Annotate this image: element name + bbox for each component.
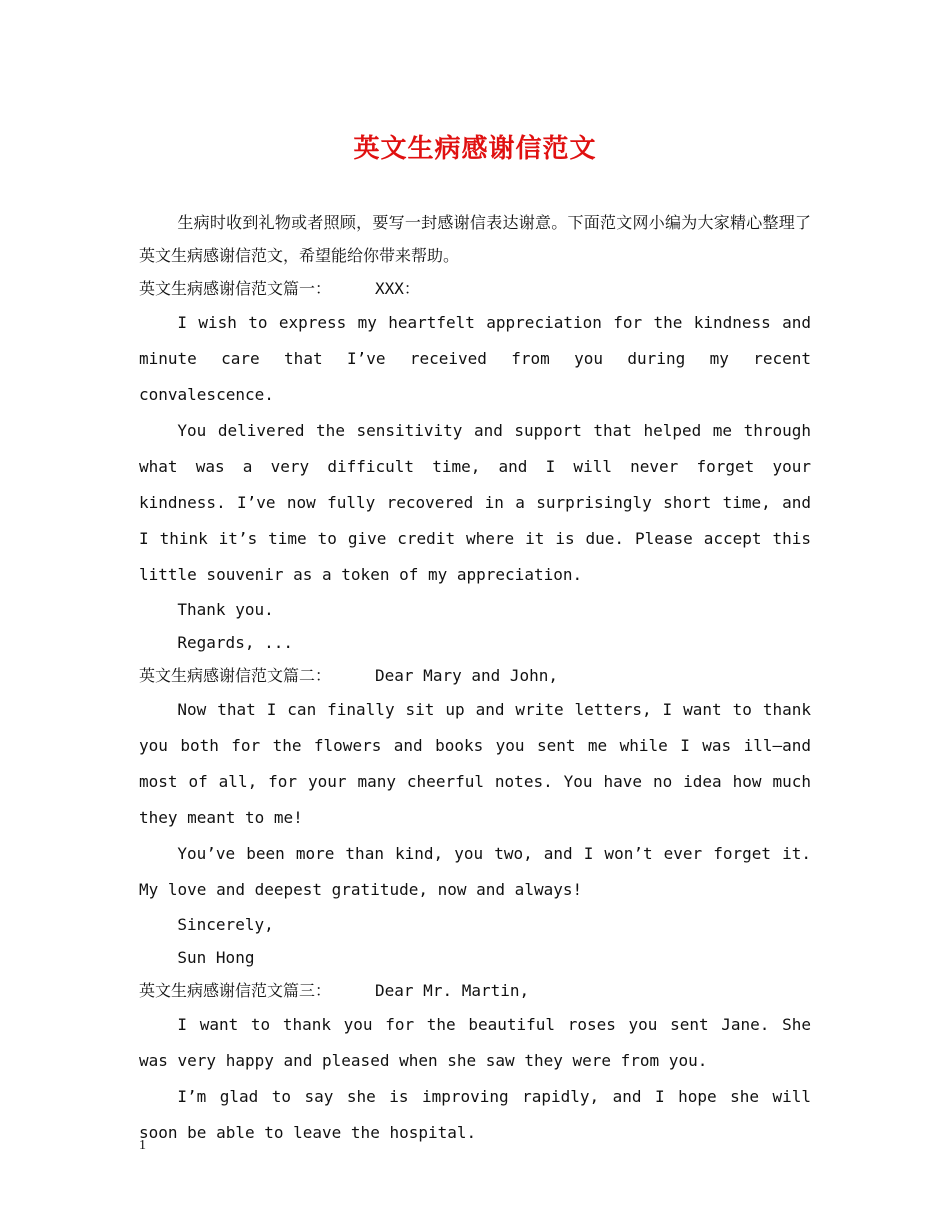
document-body	[139, 206, 811, 1151]
section-2-closing: Sincerely,	[177, 915, 274, 934]
section-salutation: XXX：	[375, 279, 420, 298]
section-heading-label: 英文生病感谢信范文篇二：	[139, 666, 332, 685]
section-salutation: Dear Mr. Martin,	[375, 981, 530, 1000]
section-3-paragraph: I’m glad to say she is improving rapidly, and I hope she will soon be able to leave the hospital.	[139, 1087, 811, 1142]
section-2-signature: Sun Hong	[177, 948, 255, 967]
section-1-paragraph: You delivered the sensitivity and support that helped me through what was a very difficult time, and I will never forget your kindness. I’ve now fully recovered in a surprisingly short time, and I think it’s time to give credit where it is due. Please accept this little souvenir as a token of my appreciation.	[139, 421, 811, 584]
section-heading-label: 英文生病感谢信范文篇一：	[139, 279, 332, 298]
section-2-paragraph: You’ve been more than kind, you two, and I won’t ever forget it. My love and deepest gratitude, now and always!	[139, 844, 811, 899]
section-1-paragraph: I wish to express my heartfelt appreciation for the kindness and minute care that I’ve received from you during my recent convalescence.	[139, 313, 811, 404]
intro-paragraph: 生病时收到礼物或者照顾，要写一封感谢信表达谢意。下面范文网小编为大家精心整理了英文生病感谢信范文，希望能给你带来帮助。	[139, 213, 811, 265]
section-1-closing: Regards, ...	[177, 633, 293, 652]
section-2-heading	[139, 659, 811, 692]
section-salutation: Dear Mary and John,	[375, 666, 559, 685]
section-heading-label: 英文生病感谢信范文篇三：	[139, 981, 332, 1000]
page-number: 1	[139, 1138, 146, 1153]
section-2-paragraph: Now that I can finally sit up and write letters, I want to thank you both for the flowers and books you sent me while I was ill—and most of all, for your many cheerful notes. You have no idea how much they meant to me!	[139, 700, 811, 827]
section-1-paragraph: Thank you.	[177, 600, 274, 619]
document-title: 英文生病感谢信范文	[353, 134, 597, 164]
section-3-heading	[139, 974, 811, 1007]
section-1-heading	[139, 272, 811, 305]
section-3-paragraph: I want to thank you for the beautiful roses you sent Jane. She was very happy and pleased when she saw they were from you.	[139, 1015, 811, 1070]
